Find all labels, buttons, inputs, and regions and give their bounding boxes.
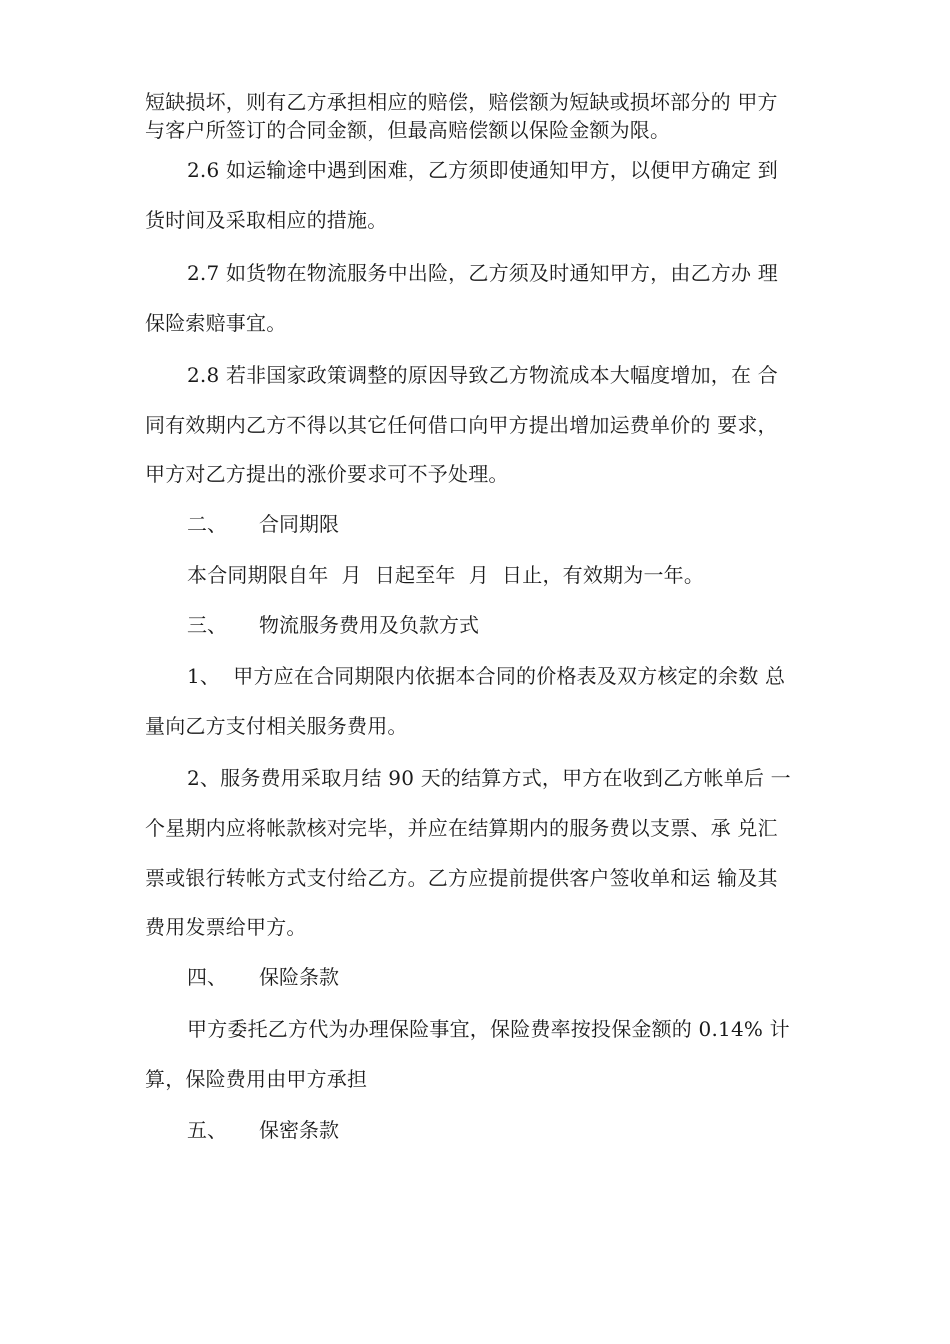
insurance-text: 甲方委托乙方代为办理保险事宜，保险费率按投保金额的 0.14% 计 — [187, 1017, 790, 1041]
text-line: 短缺损坏，则有乙方承担相应的赔偿，赔偿额为短缺或损坏部分的 甲方 — [145, 90, 778, 114]
section-number-4: 四、 — [187, 965, 227, 989]
text-line: 货时间及采取相应的措施。 — [145, 208, 388, 232]
text-line: 算，保险费用由甲方承担 — [145, 1067, 368, 1091]
section-title-fees: 物流服务费用及负款方式 — [259, 613, 479, 637]
section-number-3: 三、 — [187, 613, 227, 637]
fees-item-1: 1、 甲方应在合同期限内依据本合同的价格表及双方核定的余数 总 — [187, 664, 786, 688]
section-title-insurance: 保险条款 — [259, 965, 339, 989]
section-number-5: 五、 — [187, 1118, 227, 1142]
text-line: 票或银行转帐方式支付给乙方。乙方应提前提供客户签收单和运 输及其 — [145, 866, 778, 890]
text-line: 个星期内应将帐款核对完毕，并应在结算期内的服务费以支票、承 兑汇 — [145, 816, 778, 840]
text-line: 保险索赔事宜。 — [145, 311, 287, 335]
clause-2-8: 2.8 若非国家政策调整的原因导致乙方物流成本大幅度增加，在 合 — [187, 363, 778, 387]
text-line: 同有效期内乙方不得以其它任何借口向甲方提出增加运费单价的 要求， — [145, 413, 778, 437]
text-line: 与客户所签订的合同金额，但最高赔偿额以保险金额为限。 — [145, 118, 671, 142]
text-line: 甲方对乙方提出的涨价要求可不予处理。 — [145, 462, 509, 486]
section-number-2: 二、 — [187, 512, 227, 536]
text-line: 费用发票给甲方。 — [145, 915, 307, 939]
text-line: 量向乙方支付相关服务费用。 — [145, 714, 408, 738]
clause-2-6: 2.6 如运输途中遇到困难，乙方须即使通知甲方，以便甲方确定 到 — [187, 158, 778, 182]
contract-term-text: 本合同期限自年 月 日起至年 月 日止，有效期为一年。 — [187, 563, 705, 587]
clause-2-7: 2.7 如货物在物流服务中出险，乙方须及时通知甲方，由乙方办 理 — [187, 261, 778, 285]
fees-item-2: 2、服务费用采取月结 90 天的结算方式，甲方在收到乙方帐单后 一 — [187, 766, 791, 790]
section-title-contract-term: 合同期限 — [259, 512, 339, 536]
section-title-confidentiality: 保密条款 — [259, 1118, 339, 1142]
